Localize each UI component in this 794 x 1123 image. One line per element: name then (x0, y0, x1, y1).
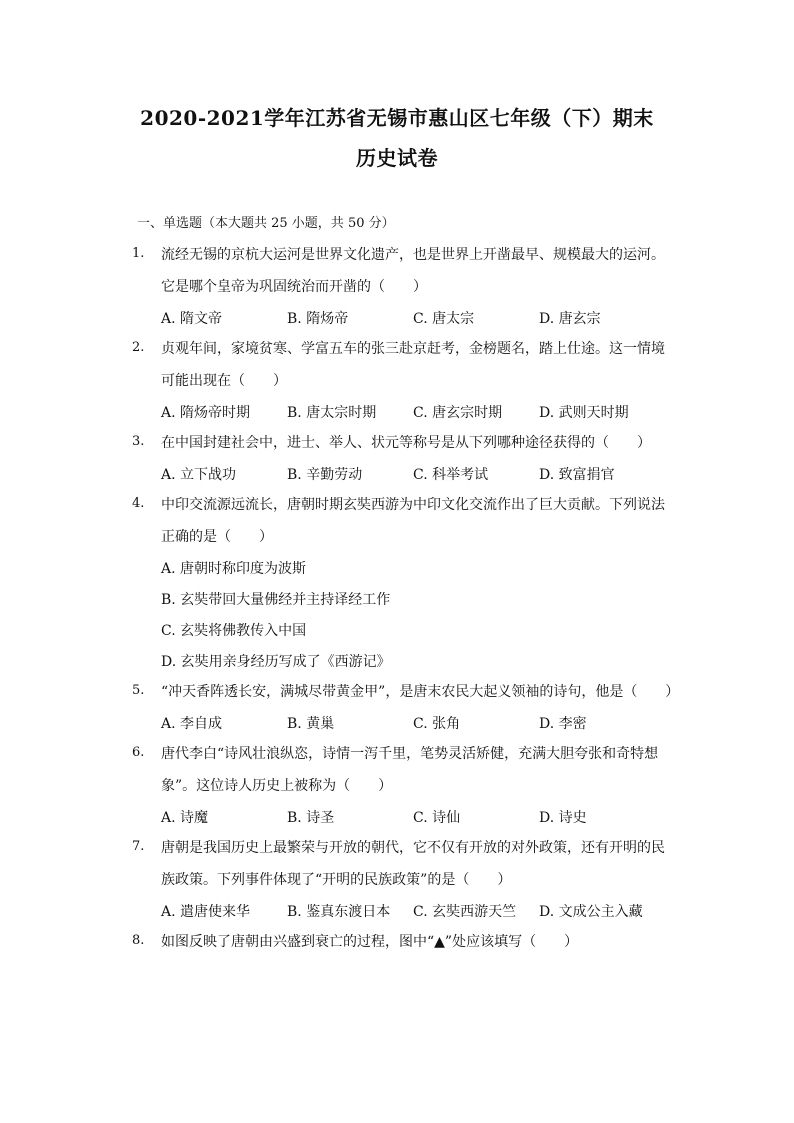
option-a: A. 立下战功 (161, 467, 237, 483)
question-text: 正确的是（ ） (161, 529, 273, 545)
option-b: B. 玄奘带回大量佛经并主持译经工作 (161, 592, 391, 608)
option-a: A. 遣唐使来华 (161, 904, 251, 920)
question-text: 它是哪个皇帝为巩固统治而开凿的（ ） (161, 279, 427, 295)
option-d: D. 唐玄宗 (539, 311, 601, 327)
option-a: A. 唐朝时称印度为波斯 (161, 561, 307, 577)
question-text: 象”。这位诗人历史上被称为（ ） (161, 778, 393, 794)
question-text: 流经无锡的京杭大运河是世界文化遗产，也是世界上开凿最早、规模最大的运河。 (161, 247, 665, 263)
exam-title-line1: 2020-2021学年江苏省无锡市惠山区七年级（下）期末 (140, 106, 654, 130)
question-text: “冲天香阵透长安，满城尽带黄金甲”，是唐末农民大起义领袖的诗句，他是（ ） (161, 684, 680, 700)
option-a: A. 诗魔 (161, 810, 209, 826)
option-a: A. 隋文帝 (161, 311, 223, 327)
option-c: C. 科举考试 (413, 467, 489, 483)
question-text: 唐朝是我国历史上最繁荣与开放的朝代，它不仅有开放的对外政策，还有开明的民 (161, 840, 665, 856)
option-d: D. 武则天时期 (539, 405, 629, 421)
question-number: 3. (132, 434, 145, 449)
option-d: D. 诗史 (539, 810, 587, 826)
question-number: 7. (132, 839, 145, 854)
question-text: 唐代李白“诗风壮浪纵恣，诗情一泻千里，笔势灵活矫健，充满大胆夸张和奇特想 (161, 746, 659, 762)
option-c: C. 唐太宗 (413, 311, 475, 327)
option-a: A. 李自成 (161, 716, 223, 732)
question-number: 4. (132, 496, 145, 511)
question-number: 8. (132, 933, 145, 948)
question-text: 贞观年间，家境贫寒、学富五车的张三赴京赶考，金榜题名，踏上仕途。这一情境 (161, 341, 665, 357)
question-number: 6. (132, 745, 145, 760)
option-b: B. 诗圣 (287, 810, 335, 826)
option-c: C. 玄奘将佛教传入中国 (161, 623, 307, 639)
question-text: 在中国封建社会中，进士、举人、状元等称号是从下列哪种途径获得的（ ） (161, 435, 651, 451)
option-b: B. 唐太宗时期 (287, 405, 377, 421)
option-c: C. 张角 (413, 716, 461, 732)
section-heading: 一、单选题（本大题共 25 小题，共 50 分） (137, 216, 395, 231)
option-d: D. 李密 (539, 716, 587, 732)
option-d: D. 玄奘用亲身经历写成了《西游记》 (161, 654, 391, 670)
option-c: C. 唐玄宗时期 (413, 405, 503, 421)
exam-title-line2: 历史试卷 (356, 146, 438, 170)
question-text: 中印交流源远流长，唐朝时期玄奘西游为中印文化交流作出了巨大贡献。下列说法 (161, 497, 665, 513)
option-b: B. 鉴真东渡日本 (287, 904, 391, 920)
question-text: 如图反映了唐朝由兴盛到衰亡的过程，图中“▲”处应该填写（ ） (161, 934, 579, 950)
option-c: C. 诗仙 (413, 810, 461, 826)
option-d: D. 致富捐官 (539, 467, 615, 483)
option-a: A. 隋炀帝时期 (161, 405, 251, 421)
question-number: 5. (132, 683, 145, 698)
option-b: B. 黄巢 (287, 716, 335, 732)
question-number: 2. (132, 340, 145, 355)
question-number: 1. (132, 246, 145, 261)
option-d: D. 文成公主入藏 (539, 904, 643, 920)
option-b: B. 隋炀帝 (287, 311, 349, 327)
option-b: B. 辛勤劳动 (287, 467, 363, 483)
option-c: C. 玄奘西游天竺 (413, 904, 517, 920)
question-text: 可能出现在（ ） (161, 373, 287, 389)
question-text: 族政策。下列事件体现了“开明的民族政策”的是（ ） (161, 872, 512, 888)
